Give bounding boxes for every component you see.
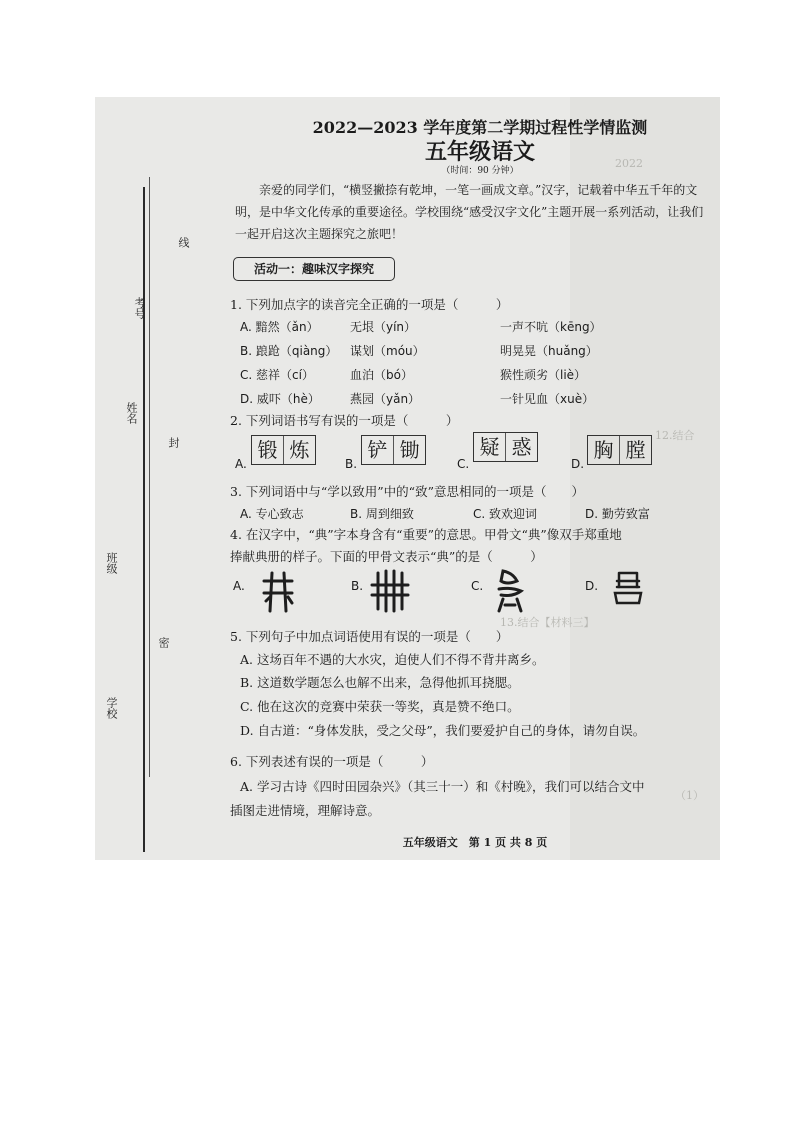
option: 一针见血（xuè）	[500, 392, 595, 406]
oracle-glyph-c-icon	[493, 567, 527, 615]
character: 锻	[252, 436, 284, 464]
oracle-glyph-b-icon	[370, 567, 410, 615]
time-limit: （时间：90 分钟）	[441, 166, 519, 176]
seal-mark: 线	[177, 237, 190, 248]
option: B. 这道数学题怎么也解不出来，急得他抓耳挠腮。	[240, 675, 520, 690]
question-5: 5. 下列句子中加点词语使用有误的一项是（ ）	[230, 629, 509, 644]
option-continued: 插图走进情境，理解诗意。	[230, 803, 381, 818]
bleed-text: 12.结合	[655, 429, 695, 442]
exam-number-label: 考号	[133, 297, 146, 319]
exam-title: 2022—2023 学年度第二学期过程性学情监测	[312, 118, 648, 137]
character: 铲	[362, 436, 394, 464]
option: B. 周到细致	[350, 507, 414, 521]
question-4-line-2: 捧献典册的样子。下面的甲骨文表示“典”的是（ ）	[230, 549, 543, 564]
option-label: D.	[585, 579, 599, 593]
school-label: 学校	[105, 697, 118, 719]
option-label: C.	[457, 457, 470, 471]
binding-line-inner	[149, 177, 150, 777]
option: C. 他在这次的竞赛中荣获一等奖，真是赞不绝口。	[240, 699, 520, 714]
option: 燕园（yǎn）	[350, 392, 421, 406]
option: 无垠（yín）	[350, 320, 417, 334]
option: A. 这场百年不遇的大水灾，迫使人们不得不背井离乡。	[240, 652, 545, 667]
bleed-text: （1）	[675, 789, 704, 802]
oracle-glyph-a-icon	[260, 567, 296, 615]
word-box-c	[473, 432, 538, 462]
option-label: B.	[351, 579, 364, 593]
option: C. 致欢迎词	[473, 507, 538, 521]
option: 明晃晃（huǎng）	[500, 344, 598, 358]
seal-mark: 封	[167, 437, 180, 448]
word-box-b	[361, 435, 426, 465]
word-box-d	[587, 435, 652, 465]
option: B. 踉跄（qiàng）	[240, 344, 338, 358]
question-6: 6. 下列表述有误的一项是（ ）	[230, 754, 434, 769]
option: 血泊（bó）	[350, 368, 413, 382]
option: D. 威吓（hè）	[240, 392, 320, 406]
question-3: 3. 下列词语中与“学以致用”中的“致”意思相同的一项是（ ）	[230, 484, 584, 499]
question-1: 1. 下列加点字的读音完全正确的一项是（ ）	[230, 297, 509, 312]
option-label: B.	[345, 457, 358, 471]
name-label: 姓名	[125, 402, 138, 424]
option-label: A.	[235, 457, 247, 471]
page-footer: 五年级语文 第 1 页 共 8 页	[402, 836, 548, 849]
question-4-line-1: 4. 在汉字中，“典”字本身含有“重要”的意思。甲骨文“典”像双手郑重地	[230, 527, 622, 542]
option-label: D.	[571, 457, 585, 471]
bleed-text: 2022	[615, 157, 643, 170]
question-2: 2. 下列词语书写有误的一项是（ ）	[230, 413, 459, 428]
option: A. 黯然（ǎn）	[240, 320, 319, 334]
option-label: A.	[233, 579, 245, 593]
activity-banner: 活动一：趣味汉字探究	[233, 257, 395, 281]
option: D. 勤劳致富	[585, 507, 650, 521]
option-label: C.	[471, 579, 484, 593]
option: 一声不吭（kēng）	[500, 320, 602, 334]
option: 谋划（móu）	[350, 344, 425, 358]
seal-mark: 密	[157, 637, 170, 648]
binding-line	[143, 187, 145, 852]
character: 膛	[625, 438, 646, 462]
option: A. 专心致志	[240, 507, 304, 521]
character: 锄	[399, 438, 420, 462]
class-label: 班级	[105, 552, 118, 574]
character: 胸	[588, 436, 620, 464]
character: 炼	[289, 438, 310, 462]
option: D. 自古道：“身体发肤，受之父母”，我们要爱护自己的身体，请勿自误。	[240, 723, 646, 738]
character: 疑	[474, 433, 506, 461]
character: 惑	[511, 435, 532, 459]
option: 猴性顽劣（liè）	[500, 368, 587, 382]
scanned-page	[95, 97, 720, 860]
option: C. 慈祥（cí）	[240, 368, 314, 382]
bleed-text: 13.结合【材料三】	[500, 616, 595, 629]
oracle-glyph-d-icon	[611, 567, 645, 607]
subject-title: 五年级语文	[424, 139, 535, 165]
word-box-a	[251, 435, 316, 465]
intro-paragraph: 亲爱的同学们，“横竖撇捺有乾坤，一笔一画成文章。”汉字，记载着中华五千年的文明，是中华文化传承的重要途径。学校围绕“感受汉字文化”主题开展一系列活动，让我们一起开启这次主题探究之旅吧！	[235, 183, 704, 241]
option: A. 学习古诗《四时田园杂兴》（其三十一）和《村晚》，我们可以结合文中	[240, 779, 645, 794]
